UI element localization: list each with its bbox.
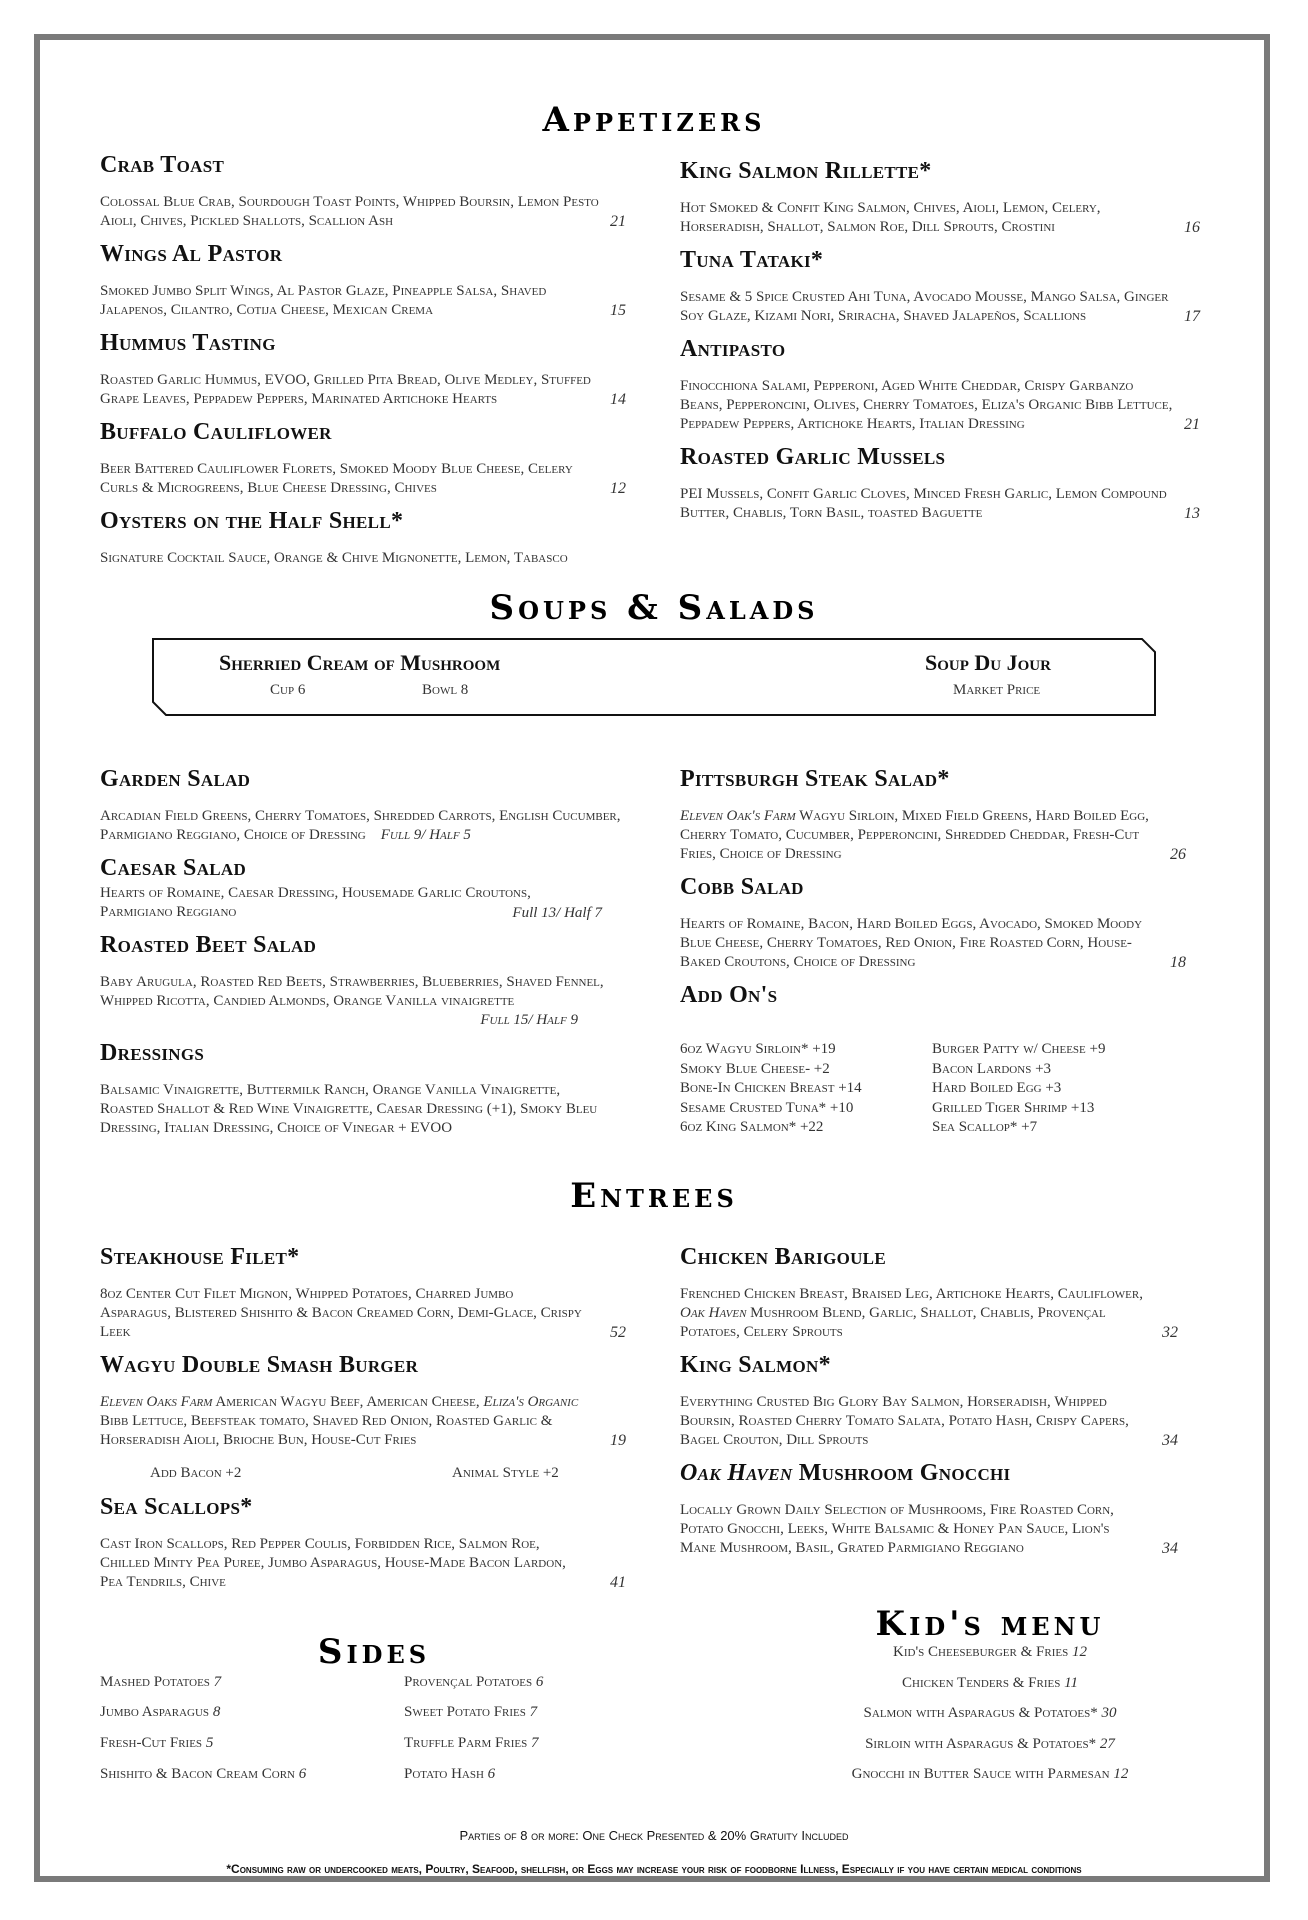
- item-price: 14: [610, 391, 626, 408]
- item-description: Colossal Blue Crab, Sourdough Toast Points, Whipped Boursin, Lemon Pesto Aioli, Chives, Pickled Shallots, Scallion Ash: [100, 194, 599, 229]
- menu-item: [680, 444, 1200, 523]
- kids-menu-heading: Kid's menu: [875, 1604, 1105, 1644]
- addon-item: Burger Patty w/ Cheese +9: [932, 1041, 1106, 1057]
- item-description: Everything Crusted Big Glory Bay Salmon, Horseradish, Whipped Boursin, Roasted Cherry Tomato Salata, Potato Hash, Crispy Capers, Bagel Crouton, Dill Sprouts: [680, 1394, 1129, 1448]
- item-price: 12: [610, 480, 626, 497]
- menu-item: [100, 241, 626, 320]
- item-description: Smoked Jumbo Split Wings, Al Pastor Glaze, Pineapple Salsa, Shaved Jalapenos, Cilantro, Cotija Cheese, Mexican Crema: [100, 283, 547, 318]
- item-description: Hearts of Romaine, Caesar Dressing, Housemade Garlic Croutons, Parmigiano Reggiano: [100, 885, 531, 920]
- item-description: Arcadian Field Greens, Cherry Tomatoes, Shredded Carrots, English Cucumber, Parmigiano Reggiano, Choice of Dressing Full 9/ Half 5: [100, 808, 621, 843]
- item-description: Locally Grown Daily Selection of Mushrooms, Fire Roasted Corn, Potato Gnocchi, Leeks, White Balsamic & Honey Pan Sauce, Lion's Mane Mushroom, Basil, Grated Parmigiano Reggiano: [680, 1502, 1114, 1556]
- item-price: 17: [1184, 308, 1200, 325]
- farm-name: Eleven Oak's Farm: [680, 808, 796, 824]
- item-name: Chicken Barigoule: [680, 1244, 886, 1270]
- side-item: Provençal Potatoes 6: [404, 1674, 544, 1690]
- item-price: Full 15/ Half 9: [480, 1012, 578, 1028]
- menu-item: [680, 1352, 1200, 1450]
- menu-item: [680, 1460, 1200, 1558]
- entrees-heading: Entrees: [570, 1176, 738, 1216]
- item-description: Beer Battered Cauliflower Florets, Smoked Moody Blue Cheese, Celery Curls & Microgreens, Blue Cheese Dressing, Chives: [100, 461, 573, 496]
- item-description: Eleven Oaks Farm American Wagyu Beef, American Cheese, Eliza's Organic Bibb Lettuce, Beefsteak tomato, Shaved Red Onion, Roasted Garlic & Horseradish Aioli, Brioche Bun, House-Cut Fries: [100, 1394, 579, 1448]
- kids-item: Salmon with Asparagus & Potatoes* 30: [863, 1705, 1117, 1721]
- soup-box: [152, 638, 1156, 716]
- side-item: Potato Hash 6: [404, 1766, 496, 1782]
- menu-item: [100, 1494, 626, 1592]
- menu-item: [100, 508, 626, 568]
- addon-item: Bone-In Chicken Breast +14: [680, 1080, 862, 1096]
- salads-right-column: [680, 766, 1200, 1009]
- item-name: Buffalo Cauliflower: [100, 419, 332, 445]
- item-price: 21: [1184, 416, 1200, 433]
- item-name: Wagyu Double Smash Burger: [100, 1352, 419, 1378]
- item-description: Finocchiona Salami, Pepperoni, Aged White Cheddar, Crispy Garbanzo Beans, Pepperoncini, Olives, Cherry Tomatoes, Eliza's Organic Bibb Lettuce, Peppadew Peppers, Artichoke Hearts, Italian Dressing: [680, 378, 1173, 432]
- salads-left-column: [100, 766, 626, 1148]
- item-name: Roasted Beet Salad: [100, 932, 317, 958]
- side-item: Sweet Potato Fries 7: [404, 1704, 538, 1720]
- add-bacon-option: Add Bacon +2: [150, 1465, 242, 1481]
- consumer-advisory: *Consuming raw or undercooked meats, Poultry, Seafood, shellfish, or Eggs may increase your risk of foodborne Illness, Especially if you have certain medical conditions: [226, 1862, 1082, 1876]
- item-name: King Salmon*: [680, 1352, 831, 1378]
- addon-item: Grilled Tiger Shrimp +13: [932, 1099, 1095, 1116]
- menu-item: [100, 932, 626, 1030]
- menu-item: [100, 1040, 626, 1138]
- side-item: Shishito & Bacon Cream Corn 6: [100, 1766, 307, 1782]
- sides-heading: Sides: [317, 1632, 431, 1672]
- menu-item: [100, 1352, 626, 1484]
- kids-item: Gnocchi in Butter Sauce with Parmesan 12: [851, 1766, 1129, 1782]
- kids-item: Kid's Cheeseburger & Fries 12: [893, 1644, 1087, 1660]
- item-description: Balsamic Vinaigrette, Buttermilk Ranch, Orange Vanilla Vinaigrette, Roasted Shallot & Red Wine Vinaigrette, Caesar Dressing (+1), Smoky Bleu Dressing, Italian Dressing, Choice of Vinegar + EVOO: [100, 1082, 598, 1136]
- item-name: Dressings: [100, 1040, 205, 1066]
- item-name: Oak Haven Mushroom Gnocchi: [680, 1460, 1011, 1486]
- item-name: Pittsburgh Steak Salad*: [680, 766, 950, 792]
- menu-item: [100, 855, 626, 922]
- item-price: Full 9/ Half 5: [380, 827, 471, 843]
- menu-item: [680, 766, 1200, 864]
- menu-item: [680, 1244, 1200, 1342]
- kids-item: Chicken Tenders & Fries 11: [902, 1675, 1078, 1691]
- item-name: Sea Scallops*: [100, 1494, 253, 1520]
- entrees-left-column: [100, 1244, 626, 1602]
- side-item: Truffle Parm Fries 7: [404, 1735, 539, 1751]
- item-name: Cobb Salad: [680, 874, 804, 900]
- addons-left-list: [680, 1040, 862, 1138]
- item-price: 16: [1184, 219, 1200, 236]
- item-description: Signature Cocktail Sauce, Orange & Chive Mignonette, Lemon, Tabasco: [100, 550, 568, 566]
- item-name: Roasted Garlic Mussels: [680, 444, 946, 470]
- addon-item: Bacon Lardons +3: [932, 1060, 1052, 1077]
- menu-item: [680, 336, 1200, 434]
- menu-item: [100, 419, 626, 498]
- item-price: Full 13/ Half 7: [512, 905, 602, 921]
- side-item: Jumbo Asparagus 8: [100, 1704, 221, 1720]
- soups-salads-heading: Soups & Salads: [489, 588, 819, 628]
- item-name: King Salmon Rillette*: [680, 158, 932, 184]
- appetizers-heading: Appetizers: [542, 100, 766, 140]
- item-name: Tuna Tataki*: [680, 247, 824, 273]
- addon-item: Smoky Blue Cheese- +2: [680, 1060, 830, 1077]
- appetizers-right-column: [680, 158, 1200, 533]
- soup-du-jour-name: Soup Du Jour: [925, 650, 1051, 675]
- addon-item: Sesame Crusted Tuna* +10: [680, 1099, 854, 1116]
- appetizers-left-column: [100, 152, 626, 578]
- item-name: Caesar Salad: [100, 855, 247, 881]
- item-description: Baby Arugula, Roasted Red Beets, Strawberries, Blueberries, Shaved Fennel, Whipped Ricotta, Candied Almonds, Orange Vanilla vinaigrette: [100, 974, 604, 1009]
- soup-du-jour-price: Market Price: [953, 682, 1041, 698]
- item-price: 26: [1170, 846, 1186, 863]
- item-price: 18: [1170, 954, 1186, 971]
- soup-cup-price: Cup 6: [270, 682, 306, 698]
- item-name: Steakhouse Filet*: [100, 1244, 300, 1270]
- soup-mushroom-name: Sherried Cream of Mushroom: [219, 650, 501, 675]
- item-price: 34: [1162, 1432, 1178, 1449]
- item-name: Oysters on the Half Shell*: [100, 508, 404, 534]
- menu-item: [680, 874, 1200, 972]
- addons-right-list: [932, 1040, 1105, 1138]
- addon-item: Hard Boiled Egg +3: [932, 1080, 1062, 1096]
- item-name: Hummus Tasting: [100, 330, 276, 356]
- party-policy-note: Parties of 8 or more: One Check Presented & 20% Gratuity Included: [459, 1828, 849, 1843]
- entrees-right-column: [680, 1244, 1200, 1568]
- item-price: 21: [610, 213, 626, 230]
- side-item: Fresh-Cut Fries 5: [100, 1735, 214, 1751]
- item-name: Antipasto: [680, 336, 786, 362]
- item-description: Eleven Oak's Farm Wagyu Sirloin, Mixed Field Greens, Hard Boiled Egg, Cherry Tomato, Cucumber, Pepperoncini, Shredded Cheddar, Fresh-Cut Fries, Choice of Dressing: [680, 808, 1149, 862]
- addon-item: Sea Scallop* +7: [932, 1119, 1038, 1135]
- item-price: 32: [1162, 1324, 1178, 1341]
- menu-item: [100, 766, 626, 845]
- menu-item: [100, 330, 626, 409]
- menu-item: [680, 158, 1200, 237]
- item-description: PEI Mussels, Confit Garlic Cloves, Minced Fresh Garlic, Lemon Compound Butter, Chablis, Torn Basil, toasted Baguette: [680, 486, 1167, 521]
- item-price: 52: [610, 1324, 626, 1341]
- addon-item: 6oz Wagyu Sirloin* +19: [680, 1041, 836, 1057]
- addon-item: 6oz King Salmon* +22: [680, 1119, 824, 1135]
- item-price: 41: [610, 1574, 626, 1591]
- item-description: Hot Smoked & Confit King Salmon, Chives, Aioli, Lemon, Celery, Horseradish, Shallot, Salmon Roe, Dill Sprouts, Crostini: [680, 200, 1101, 235]
- item-description: Frenched Chicken Breast, Braised Leg, Artichoke Hearts, Cauliflower, Oak Haven Mushroom Blend, Garlic, Shallot, Chablis, Provençal Potatoes, Celery Sprouts: [680, 1286, 1143, 1340]
- animal-style-option: Animal Style +2: [452, 1465, 559, 1481]
- menu-item: [680, 247, 1200, 326]
- item-price: 13: [1184, 505, 1200, 522]
- kids-item: Sirloin with Asparagus & Potatoes* 27: [865, 1736, 1115, 1752]
- item-description: 8oz Center Cut Filet Mignon, Whipped Potatoes, Charred Jumbo Asparagus, Blistered Shishito & Bacon Creamed Corn, Demi-Glace, Crispy Leek: [100, 1286, 582, 1340]
- item-price: 15: [610, 302, 626, 319]
- item-description: Roasted Garlic Hummus, EVOO, Grilled Pita Bread, Olive Medley, Stuffed Grape Leaves, Peppadew Peppers, Marinated Artichoke Hearts: [100, 372, 591, 407]
- item-name: Crab Toast: [100, 152, 225, 178]
- item-description: Cast Iron Scallops, Red Pepper Coulis, Forbidden Rice, Salmon Roe, Chilled Minty Pea Puree, Jumbo Asparagus, House-Made Bacon Lardon, Pea Tendrils, Chive: [100, 1536, 566, 1590]
- item-description: Hearts of Romaine, Bacon, Hard Boiled Eggs, Avocado, Smoked Moody Blue Cheese, Cherry Tomatoes, Red Onion, Fire Roasted Corn, House-Baked Croutons, Choice of Dressing: [680, 916, 1143, 970]
- item-name: Garden Salad: [100, 766, 251, 792]
- soup-bowl-price: Bowl 8: [422, 682, 469, 698]
- item-description: Sesame & 5 Spice Crusted Ahi Tuna, Avocado Mousse, Mango Salsa, Ginger Soy Glaze, Kizami Nori, Sriracha, Shaved Jalapeños, Scallions: [680, 289, 1169, 324]
- item-name: Wings Al Pastor: [100, 241, 283, 267]
- item-price: 34: [1162, 1540, 1178, 1557]
- menu-item: [100, 152, 626, 231]
- side-item: Mashed Potatoes 7: [100, 1674, 222, 1690]
- item-price: 19: [610, 1432, 626, 1449]
- addons-heading: Add On's: [680, 982, 778, 1008]
- menu-item: [100, 1244, 626, 1342]
